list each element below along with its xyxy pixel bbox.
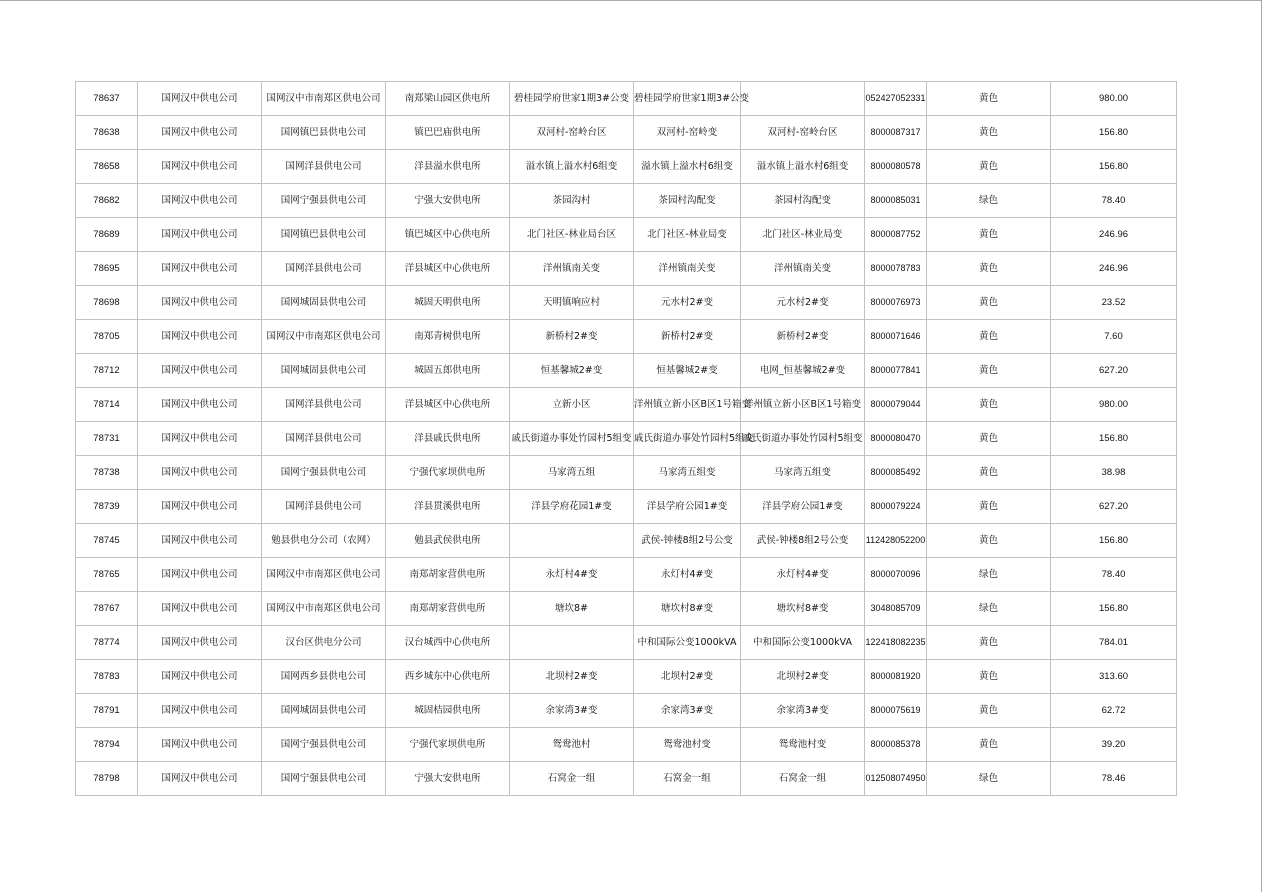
- cell-alert-level: 绿色: [927, 558, 1051, 592]
- cell-city-company: 国网汉中供电公司: [138, 422, 262, 456]
- cell-city-company: 国网汉中供电公司: [138, 762, 262, 796]
- cell-meter-number: 8000071646: [865, 320, 927, 354]
- cell-meter-number: 8000087317: [865, 116, 927, 150]
- cell-alert-level: 黄色: [927, 354, 1051, 388]
- cell-row-id: 78714: [76, 388, 138, 422]
- table-body: [76, 82, 1177, 796]
- cell-county-company: 国网汉中市南郑区供电公司: [262, 82, 386, 116]
- cell-row-id: 78783: [76, 660, 138, 694]
- cell-row-id: 78739: [76, 490, 138, 524]
- cell-county-company: 国网洋县供电公司: [262, 490, 386, 524]
- cell-area-name: 永灯村4#变: [510, 558, 634, 592]
- cell-city-company: 国网汉中供电公司: [138, 286, 262, 320]
- cell-city-company: 国网汉中供电公司: [138, 252, 262, 286]
- cell-power-station: 镇巴城区中心供电所: [386, 218, 510, 252]
- table-row: [76, 82, 1177, 116]
- cell-meter-number: 122418082235: [865, 626, 927, 660]
- cell-meter-number: 8000079044: [865, 388, 927, 422]
- cell-alert-level: 绿色: [927, 592, 1051, 626]
- cell-area-name: 塘坎8#: [510, 592, 634, 626]
- cell-alert-level: 黄色: [927, 150, 1051, 184]
- cell-transformer-name: 洋县学府公园1#变: [634, 490, 741, 524]
- cell-grid-transformer-name: 新桥村2#变: [741, 320, 865, 354]
- cell-power-station: 洋县城区中心供电所: [386, 388, 510, 422]
- cell-transformer-name: 戚氏街道办事处竹园村5组变: [634, 422, 741, 456]
- table-row: [76, 320, 1177, 354]
- cell-amount: 156.80: [1051, 116, 1177, 150]
- cell-alert-level: 黄色: [927, 320, 1051, 354]
- cell-transformer-name: 茶园村沟配变: [634, 184, 741, 218]
- cell-amount: 156.80: [1051, 524, 1177, 558]
- cell-area-name: 鸳鸯池村: [510, 728, 634, 762]
- cell-city-company: 国网汉中供电公司: [138, 524, 262, 558]
- cell-area-name: 天明镇响应村: [510, 286, 634, 320]
- cell-city-company: 国网汉中供电公司: [138, 184, 262, 218]
- cell-transformer-name: 溢水镇上溢水村6组变: [634, 150, 741, 184]
- cell-row-id: 78658: [76, 150, 138, 184]
- cell-grid-transformer-name: 洋州镇立新小区B区1号箱变: [741, 388, 865, 422]
- cell-meter-number: 8000075619: [865, 694, 927, 728]
- cell-amount: 784.01: [1051, 626, 1177, 660]
- cell-city-company: 国网汉中供电公司: [138, 592, 262, 626]
- cell-alert-level: 黄色: [927, 82, 1051, 116]
- cell-row-id: 78767: [76, 592, 138, 626]
- cell-alert-level: 黄色: [927, 456, 1051, 490]
- table-row: [76, 422, 1177, 456]
- cell-meter-number: 112428052200: [865, 524, 927, 558]
- cell-amount: 78.40: [1051, 558, 1177, 592]
- cell-grid-transformer-name: 马家湾五组变: [741, 456, 865, 490]
- cell-grid-transformer-name: [741, 82, 865, 116]
- cell-amount: 38.98: [1051, 456, 1177, 490]
- cell-transformer-name: 鸳鸯池村变: [634, 728, 741, 762]
- cell-row-id: 78682: [76, 184, 138, 218]
- cell-alert-level: 绿色: [927, 184, 1051, 218]
- cell-row-id: 78698: [76, 286, 138, 320]
- cell-county-company: 国网汉中市南郑区供电公司: [262, 592, 386, 626]
- cell-city-company: 国网汉中供电公司: [138, 728, 262, 762]
- cell-alert-level: 绿色: [927, 762, 1051, 796]
- table-row: [76, 252, 1177, 286]
- cell-city-company: 国网汉中供电公司: [138, 116, 262, 150]
- cell-power-station: 城固桔园供电所: [386, 694, 510, 728]
- cell-city-company: 国网汉中供电公司: [138, 320, 262, 354]
- cell-power-station: 宁强代家坝供电所: [386, 728, 510, 762]
- cell-transformer-name: 北门社区-林业局变: [634, 218, 741, 252]
- cell-meter-number: 8000078783: [865, 252, 927, 286]
- cell-meter-number: 8000079224: [865, 490, 927, 524]
- cell-city-company: 国网汉中供电公司: [138, 150, 262, 184]
- cell-row-id: 78712: [76, 354, 138, 388]
- cell-area-name: [510, 626, 634, 660]
- table-row: [76, 116, 1177, 150]
- cell-grid-transformer-name: 电网_恒基馨城2#变: [741, 354, 865, 388]
- cell-transformer-name: 新桥村2#变: [634, 320, 741, 354]
- cell-county-company: 国网宁强县供电公司: [262, 762, 386, 796]
- cell-city-company: 国网汉中供电公司: [138, 626, 262, 660]
- cell-row-id: 78637: [76, 82, 138, 116]
- cell-area-name: [510, 524, 634, 558]
- cell-alert-level: 黄色: [927, 116, 1051, 150]
- cell-alert-level: 黄色: [927, 728, 1051, 762]
- table-row: [76, 456, 1177, 490]
- cell-city-company: 国网汉中供电公司: [138, 218, 262, 252]
- cell-power-station: 南郑胡家营供电所: [386, 592, 510, 626]
- table-row: [76, 592, 1177, 626]
- cell-transformer-name: 北坝村2#变: [634, 660, 741, 694]
- cell-power-station: 南郑胡家营供电所: [386, 558, 510, 592]
- cell-alert-level: 黄色: [927, 660, 1051, 694]
- cell-transformer-name: 元水村2#变: [634, 286, 741, 320]
- cell-row-id: 78695: [76, 252, 138, 286]
- cell-area-name: 洋州镇南关变: [510, 252, 634, 286]
- data-table: [75, 81, 1177, 796]
- cell-county-company: 国网宁强县供电公司: [262, 456, 386, 490]
- cell-row-id: 78638: [76, 116, 138, 150]
- cell-area-name: 恒基馨城2#变: [510, 354, 634, 388]
- table-row: [76, 388, 1177, 422]
- cell-meter-number: 012508074950: [865, 762, 927, 796]
- cell-grid-transformer-name: 元水村2#变: [741, 286, 865, 320]
- table-row: [76, 626, 1177, 660]
- cell-city-company: 国网汉中供电公司: [138, 456, 262, 490]
- cell-county-company: 汉台区供电分公司: [262, 626, 386, 660]
- cell-alert-level: 黄色: [927, 524, 1051, 558]
- cell-area-name: 余家湾3#变: [510, 694, 634, 728]
- table-row: [76, 150, 1177, 184]
- cell-grid-transformer-name: 塘坎村8#变: [741, 592, 865, 626]
- cell-area-name: 北坝村2#变: [510, 660, 634, 694]
- cell-amount: 246.96: [1051, 252, 1177, 286]
- cell-grid-transformer-name: 溢水镇上溢水村6组变: [741, 150, 865, 184]
- cell-transformer-name: 永灯村4#变: [634, 558, 741, 592]
- cell-row-id: 78798: [76, 762, 138, 796]
- cell-meter-number: 8000085378: [865, 728, 927, 762]
- cell-grid-transformer-name: 双河村-窑岭台区: [741, 116, 865, 150]
- table-row: [76, 558, 1177, 592]
- cell-county-company: 国网洋县供电公司: [262, 150, 386, 184]
- cell-area-name: 双河村-窑岭台区: [510, 116, 634, 150]
- cell-meter-number: 8000085492: [865, 456, 927, 490]
- cell-county-company: 国网镇巴县供电公司: [262, 116, 386, 150]
- cell-area-name: 茶园沟村: [510, 184, 634, 218]
- cell-power-station: 镇巴巴庙供电所: [386, 116, 510, 150]
- cell-amount: 627.20: [1051, 490, 1177, 524]
- cell-grid-transformer-name: 茶园村沟配变: [741, 184, 865, 218]
- cell-city-company: 国网汉中供电公司: [138, 694, 262, 728]
- cell-power-station: 城固五郎供电所: [386, 354, 510, 388]
- table-row: [76, 218, 1177, 252]
- cell-power-station: 洋县贯溪供电所: [386, 490, 510, 524]
- cell-amount: 62.72: [1051, 694, 1177, 728]
- cell-meter-number: 8000087752: [865, 218, 927, 252]
- cell-grid-transformer-name: 中和国际公变1000kVA: [741, 626, 865, 660]
- cell-meter-number: 3048085709: [865, 592, 927, 626]
- cell-alert-level: 黄色: [927, 252, 1051, 286]
- cell-amount: 39.20: [1051, 728, 1177, 762]
- cell-meter-number: 8000070096: [865, 558, 927, 592]
- cell-grid-transformer-name: 余家湾3#变: [741, 694, 865, 728]
- cell-county-company: 国网汉中市南郑区供电公司: [262, 320, 386, 354]
- cell-grid-transformer-name: 永灯村4#变: [741, 558, 865, 592]
- cell-power-station: 南郑梁山园区供电所: [386, 82, 510, 116]
- cell-grid-transformer-name: 武侯-钟楼8组2号公变: [741, 524, 865, 558]
- cell-meter-number: 8000080470: [865, 422, 927, 456]
- cell-transformer-name: 马家湾五组变: [634, 456, 741, 490]
- cell-grid-transformer-name: 洋县学府公园1#变: [741, 490, 865, 524]
- cell-grid-transformer-name: 鸳鸯池村变: [741, 728, 865, 762]
- cell-city-company: 国网汉中供电公司: [138, 558, 262, 592]
- cell-area-name: 溢水镇上溢水村6组变: [510, 150, 634, 184]
- cell-meter-number: 8000081920: [865, 660, 927, 694]
- cell-grid-transformer-name: 洋州镇南关变: [741, 252, 865, 286]
- cell-area-name: 碧桂园学府世家1期3#公变: [510, 82, 634, 116]
- cell-area-name: 马家湾五组: [510, 456, 634, 490]
- cell-amount: 23.52: [1051, 286, 1177, 320]
- cell-power-station: 洋县城区中心供电所: [386, 252, 510, 286]
- cell-grid-transformer-name: 戚氏街道办事处竹园村5组变: [741, 422, 865, 456]
- cell-amount: 627.20: [1051, 354, 1177, 388]
- cell-row-id: 78745: [76, 524, 138, 558]
- cell-amount: 980.00: [1051, 82, 1177, 116]
- cell-row-id: 78774: [76, 626, 138, 660]
- cell-power-station: 宁强代家坝供电所: [386, 456, 510, 490]
- cell-amount: 313.60: [1051, 660, 1177, 694]
- cell-area-name: 洋县学府花园1#变: [510, 490, 634, 524]
- cell-city-company: 国网汉中供电公司: [138, 82, 262, 116]
- cell-transformer-name: 石窝金一组: [634, 762, 741, 796]
- cell-amount: 156.80: [1051, 592, 1177, 626]
- cell-row-id: 78731: [76, 422, 138, 456]
- cell-amount: 7.60: [1051, 320, 1177, 354]
- cell-amount: 246.96: [1051, 218, 1177, 252]
- table-row: [76, 660, 1177, 694]
- cell-row-id: 78738: [76, 456, 138, 490]
- cell-alert-level: 黄色: [927, 694, 1051, 728]
- cell-row-id: 78765: [76, 558, 138, 592]
- cell-transformer-name: 洋州镇立新小区B区1号箱变: [634, 388, 741, 422]
- cell-row-id: 78705: [76, 320, 138, 354]
- cell-power-station: 城固天明供电所: [386, 286, 510, 320]
- table-row: [76, 354, 1177, 388]
- cell-city-company: 国网汉中供电公司: [138, 660, 262, 694]
- cell-alert-level: 黄色: [927, 490, 1051, 524]
- table-row: [76, 728, 1177, 762]
- cell-city-company: 国网汉中供电公司: [138, 490, 262, 524]
- cell-row-id: 78791: [76, 694, 138, 728]
- cell-transformer-name: 中和国际公变1000kVA: [634, 626, 741, 660]
- cell-meter-number: 052427052331: [865, 82, 927, 116]
- table-row: [76, 694, 1177, 728]
- cell-transformer-name: 恒基馨城2#变: [634, 354, 741, 388]
- cell-meter-number: 8000080578: [865, 150, 927, 184]
- cell-city-company: 国网汉中供电公司: [138, 354, 262, 388]
- cell-alert-level: 黄色: [927, 286, 1051, 320]
- cell-power-station: 勉县武侯供电所: [386, 524, 510, 558]
- cell-amount: 980.00: [1051, 388, 1177, 422]
- cell-county-company: 国网城固县供电公司: [262, 354, 386, 388]
- cell-alert-level: 黄色: [927, 626, 1051, 660]
- cell-amount: 78.46: [1051, 762, 1177, 796]
- cell-transformer-name: 武侯-钟楼8组2号公变: [634, 524, 741, 558]
- cell-grid-transformer-name: 北坝村2#变: [741, 660, 865, 694]
- cell-meter-number: 8000085031: [865, 184, 927, 218]
- cell-power-station: 宁强大安供电所: [386, 762, 510, 796]
- cell-meter-number: 8000076973: [865, 286, 927, 320]
- cell-amount: 156.80: [1051, 422, 1177, 456]
- cell-county-company: 国网宁强县供电公司: [262, 728, 386, 762]
- cell-grid-transformer-name: 北门社区-林业局变: [741, 218, 865, 252]
- cell-county-company: 国网镇巴县供电公司: [262, 218, 386, 252]
- cell-transformer-name: 余家湾3#变: [634, 694, 741, 728]
- table-row: [76, 762, 1177, 796]
- cell-power-station: 洋县溢水供电所: [386, 150, 510, 184]
- cell-transformer-name: 双河村-窑岭变: [634, 116, 741, 150]
- cell-area-name: 新桥村2#变: [510, 320, 634, 354]
- cell-area-name: 立新小区: [510, 388, 634, 422]
- cell-alert-level: 黄色: [927, 388, 1051, 422]
- cell-county-company: 国网洋县供电公司: [262, 388, 386, 422]
- cell-transformer-name: 碧桂园学府世家1期3#公变: [634, 82, 741, 116]
- cell-power-station: 南郑青树供电所: [386, 320, 510, 354]
- table-row: [76, 524, 1177, 558]
- cell-amount: 156.80: [1051, 150, 1177, 184]
- cell-county-company: 国网汉中市南郑区供电公司: [262, 558, 386, 592]
- cell-county-company: 国网西乡县供电公司: [262, 660, 386, 694]
- table-row: [76, 286, 1177, 320]
- cell-county-company: 国网城固县供电公司: [262, 694, 386, 728]
- cell-alert-level: 黄色: [927, 218, 1051, 252]
- table-row: [76, 184, 1177, 218]
- cell-alert-level: 黄色: [927, 422, 1051, 456]
- cell-transformer-name: 塘坎村8#变: [634, 592, 741, 626]
- cell-power-station: 洋县戚氏供电所: [386, 422, 510, 456]
- cell-area-name: 戚氏街道办事处竹园村5组变: [510, 422, 634, 456]
- cell-area-name: 石窝金一组: [510, 762, 634, 796]
- cell-county-company: 国网城固县供电公司: [262, 286, 386, 320]
- cell-power-station: 西乡城东中心供电所: [386, 660, 510, 694]
- cell-meter-number: 8000077841: [865, 354, 927, 388]
- cell-power-station: 汉台城西中心供电所: [386, 626, 510, 660]
- cell-power-station: 宁强大安供电所: [386, 184, 510, 218]
- cell-county-company: 国网洋县供电公司: [262, 252, 386, 286]
- cell-transformer-name: 洋州镇南关变: [634, 252, 741, 286]
- cell-county-company: 国网洋县供电公司: [262, 422, 386, 456]
- cell-row-id: 78689: [76, 218, 138, 252]
- cell-area-name: 北门社区-林业局台区: [510, 218, 634, 252]
- cell-amount: 78.40: [1051, 184, 1177, 218]
- cell-grid-transformer-name: 石窝金一组: [741, 762, 865, 796]
- cell-county-company: 国网宁强县供电公司: [262, 184, 386, 218]
- cell-row-id: 78794: [76, 728, 138, 762]
- table-row: [76, 490, 1177, 524]
- cell-city-company: 国网汉中供电公司: [138, 388, 262, 422]
- cell-county-company: 勉县供电分公司（农网）: [262, 524, 386, 558]
